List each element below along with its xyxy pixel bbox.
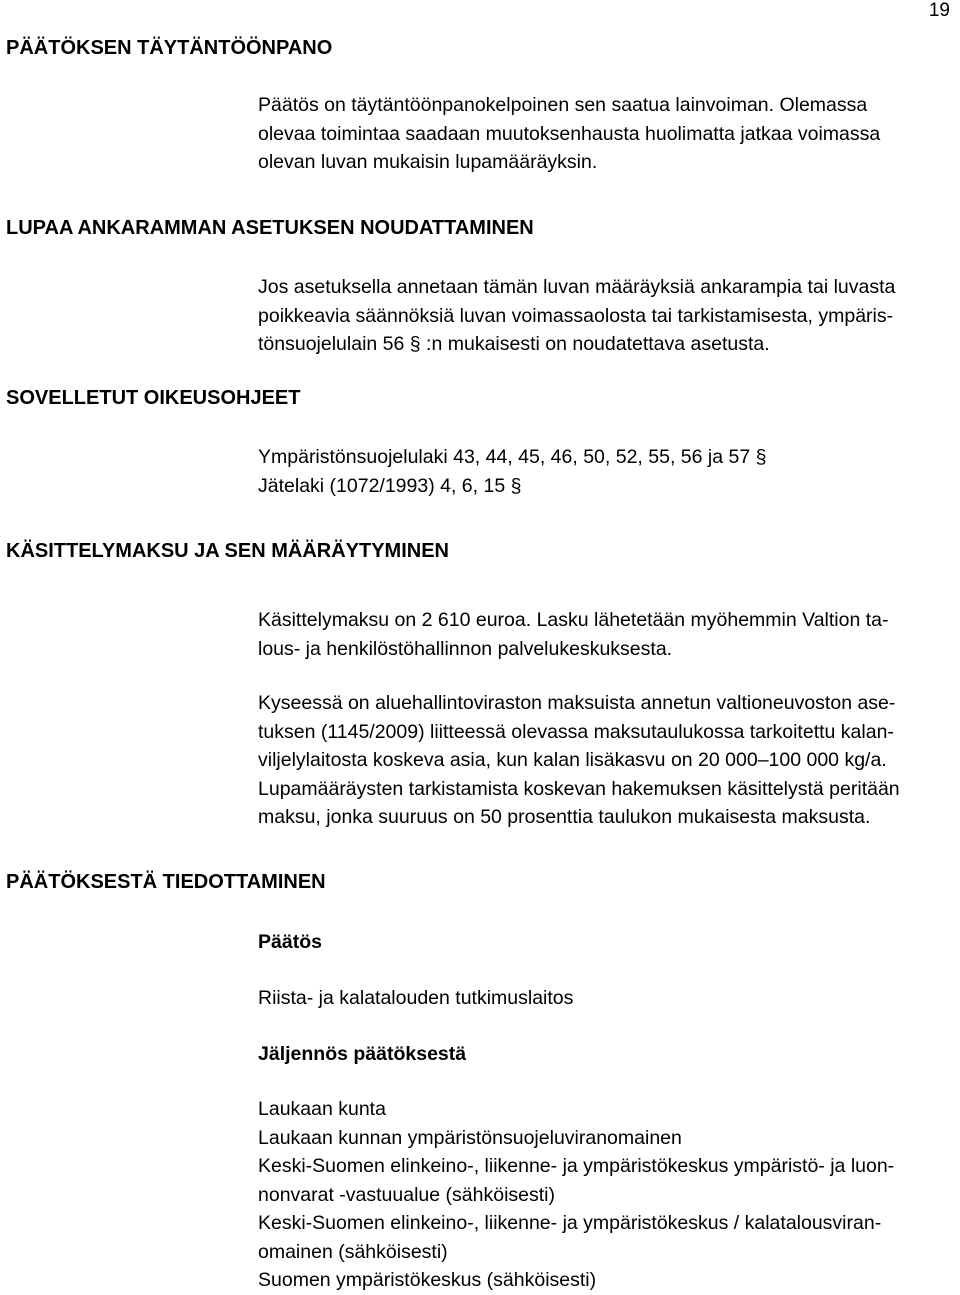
text-line: Kyseessä on aluehallintoviraston maksuista annetun valtioneuvoston ase-: [258, 692, 896, 714]
page-number: 19: [928, 0, 950, 21]
text-line: maksu, jonka suuruus on 50 prosenttia taulukon mukaisesta maksusta.: [258, 806, 871, 828]
text-line: tönsuojelulain 56 § :n mukaisesti on noudatettava asetusta.: [258, 333, 770, 355]
fee-paragraph-1: [258, 606, 889, 663]
decision-label: Päätös: [258, 931, 322, 953]
recipient-line: Keski-Suomen elinkeino-, liikenne- ja ympäristökeskus ympäristö- ja luon-: [258, 1155, 895, 1177]
text-line: Lupamääräysten tarkistamista koskevan hakemuksen käsittelystä peritään: [258, 777, 900, 800]
execution-text: [258, 91, 880, 177]
copy-label: Jäljennös päätöksestä: [258, 1043, 467, 1065]
law-reference: Jätelaki (1072/1993) 4, 6, 15 §: [258, 474, 522, 497]
text-line: Päätös on täytäntöönpanokelpoinen sen saatua lainvoiman. Olemassa: [258, 94, 868, 116]
recipient-line: Keski-Suomen elinkeino-, liikenne- ja ympäristökeskus / kalatalousviran-: [258, 1212, 882, 1234]
heading-notification: PÄÄTÖKSESTÄ TIEDOTTAMINEN: [6, 871, 326, 893]
applied-law-text: [258, 443, 766, 500]
copy-recipient-list: [258, 1095, 894, 1295]
text-line: viljelylaitosta koskeva asia, kun kalan lisäkasvu on 20 000–100 000 kg/a.: [258, 749, 887, 771]
decision-recipient: Riista- ja kalatalouden tutkimuslaitos: [258, 987, 574, 1009]
recipient-line: Laukaan kunnan ympäristönsuojeluviranomainen: [258, 1126, 682, 1149]
recipient-line: omainen (sähköisesti): [258, 1240, 448, 1263]
stricter-regulation-text: [258, 273, 895, 359]
heading-applied-law: SOVELLETUT OIKEUSOHJEET: [6, 387, 301, 409]
heading-stricter-regulation: LUPAA ANKARAMMAN ASETUKSEN NOUDATTAMINEN: [6, 217, 534, 239]
heading-fee: KÄSITTELYMAKSU JA SEN MÄÄRÄYTYMINEN: [6, 540, 449, 562]
fee-paragraph-2: [258, 689, 900, 832]
recipient-line: Suomen ympäristökeskus (sähköisesti): [258, 1269, 597, 1291]
text-line: Käsittelymaksu on 2 610 euroa. Lasku lähetetään myöhemmin Valtion ta-: [258, 609, 889, 631]
text-line: Jos asetuksella annetaan tämän luvan määräyksiä ankarampia tai luvasta: [258, 276, 896, 298]
text-line: olevaa toimintaa saadaan muutoksenhausta huolimatta jatkaa voimassa: [258, 122, 881, 145]
text-line: lous- ja henkilöstöhallinnon palvelukeskuksesta.: [258, 637, 673, 660]
heading-execution: PÄÄTÖKSEN TÄYTÄNTÖÖNPANO: [6, 37, 333, 59]
recipient-line: Laukaan kunta: [258, 1098, 386, 1120]
text-line: olevan luvan mukaisin lupamääräyksin.: [258, 151, 598, 173]
text-line: tuksen (1145/2009) liitteessä olevassa maksutaulukossa tarkoitettu kalan-: [258, 720, 894, 743]
text-line: poikkeavia säännöksiä luvan voimassaolosta tai tarkistamisesta, ympäris-: [258, 304, 894, 327]
law-reference: Ympäristönsuojelulaki 43, 44, 45, 46, 50, 52, 55, 56 ja 57 §: [258, 446, 767, 468]
recipient-line: nonvarat -vastuualue (sähköisesti): [258, 1183, 555, 1206]
